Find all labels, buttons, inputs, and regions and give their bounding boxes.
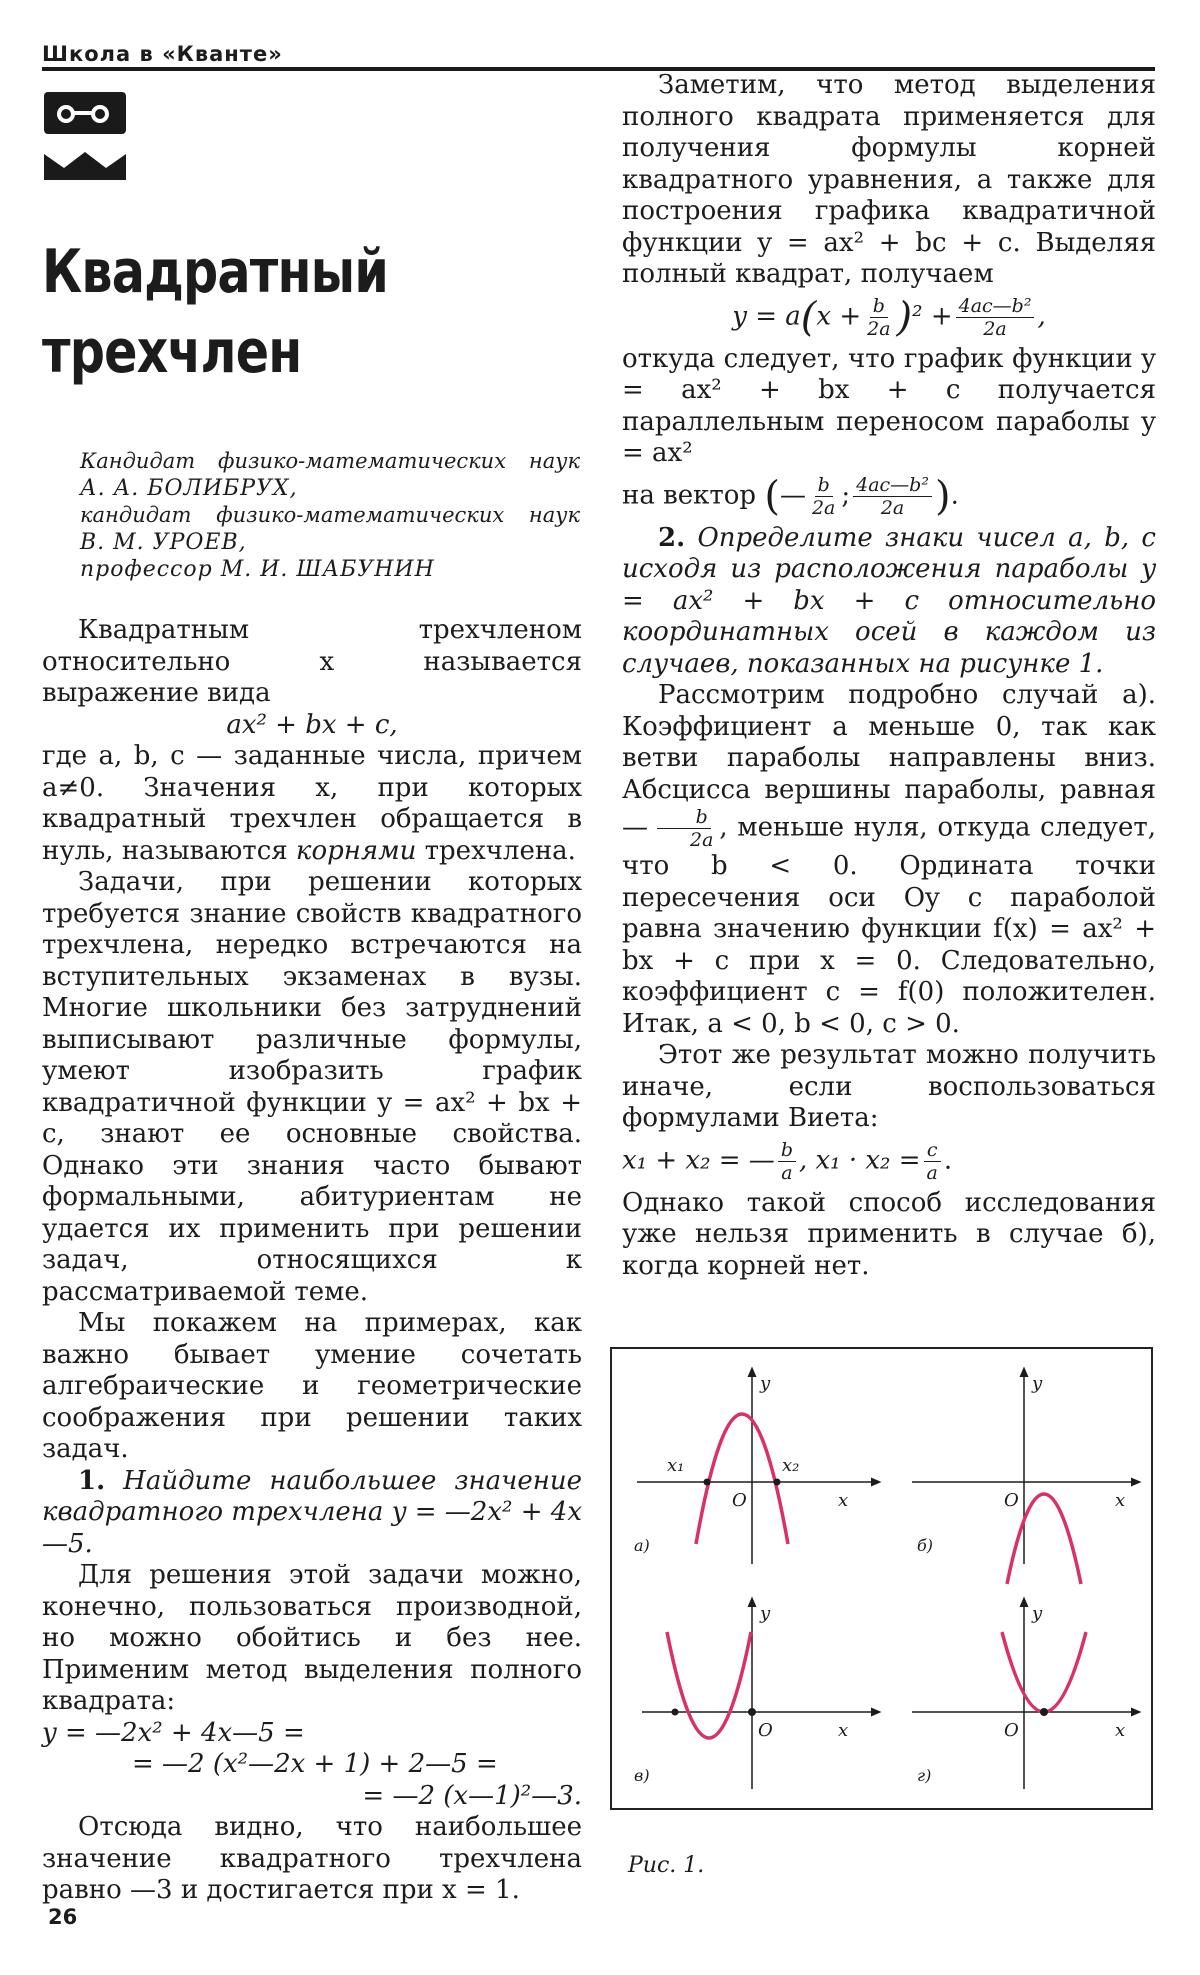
figure-1 bbox=[610, 1347, 1153, 1810]
origin-label: O bbox=[1004, 1490, 1019, 1511]
y-label: y bbox=[760, 1373, 771, 1394]
author-degree-1: Кандидат физико-математических наук bbox=[80, 449, 580, 473]
panel-label: б) bbox=[917, 1536, 934, 1555]
paragraph: где a, b, c — заданные числа, причем a≠0. Значения x, при которых квадратный трехчлен обращается в нуль, называются корнями трехчлена. bbox=[42, 741, 582, 866]
paragraph: Однако такой способ исследования уже нельзя применить в случае б), когда корней нет. bbox=[622, 1187, 1156, 1281]
authors-block bbox=[80, 448, 580, 583]
panel-a bbox=[634, 1371, 877, 1564]
paragraph: Для решения этой задачи можно, конечно, пользоваться производной, но можно обойтись и без нее. Применим метод выделения полного квадрата: bbox=[42, 1560, 582, 1716]
parabola-a bbox=[696, 1414, 788, 1544]
vertex-form-equation: y = a(x + $\frac{b}{2a}$ )² + $\frac{\text{4ac—b²}}{2a}$ , bbox=[732, 294, 1046, 340]
root-point bbox=[774, 1479, 781, 1486]
figure-caption: Рис. 1. bbox=[628, 1853, 705, 1878]
panel-c bbox=[634, 1601, 877, 1789]
page-number: 26 bbox=[48, 1905, 78, 1929]
origin-label: O bbox=[758, 1720, 773, 1741]
root-point bbox=[748, 1708, 756, 1716]
parabola-c bbox=[667, 1632, 751, 1738]
parabola-d bbox=[1002, 1632, 1086, 1712]
author-name-2: В. М. УРОЕВ, bbox=[80, 530, 247, 555]
title-line-1: Квадратный bbox=[42, 237, 388, 307]
y-label: y bbox=[1032, 1603, 1043, 1624]
panel-label: в) bbox=[634, 1766, 650, 1785]
right-column bbox=[622, 70, 1156, 1282]
panel-b bbox=[912, 1371, 1137, 1584]
equation-line-3: = —2 (x—1)²—3. bbox=[362, 1780, 582, 1811]
paragraph: Отсюда видно, что наибольшее значение квадратного трехчлена равно —3 и достигается при x = 1. bbox=[42, 1812, 582, 1905]
glasses-logo-icon bbox=[42, 92, 128, 182]
origin-label: O bbox=[732, 1490, 747, 1511]
x-label: x bbox=[1115, 1490, 1126, 1511]
y-label: y bbox=[760, 1603, 771, 1624]
panel-label: а) bbox=[634, 1536, 650, 1555]
root-point bbox=[704, 1479, 711, 1486]
paragraph: Задачи, при решении которых требуется знание свойств квадратного трехчлена, нередко встречаются на вступительных экзаменах в вузы. Многие школьники без затруднений выписывают различные формулы, умеют изобразить график квадратичной функции y = ax² + bx + c, знают ее основные свойства. Однако эти знания часто бывают формальными, абитуриентам не удается их применить при решении задач, относящихся к рассматриваемой теме. bbox=[42, 867, 582, 1307]
article-title bbox=[42, 232, 388, 392]
paragraph: Этот же результат можно получить иначе, если воспользоваться формулами Виета: bbox=[622, 1040, 1156, 1133]
root1-label: x₁ bbox=[667, 1455, 685, 1476]
vertex-point bbox=[1040, 1708, 1048, 1716]
equation-line-2: = —2 (x²—2x + 1) + 2—5 = bbox=[132, 1749, 498, 1779]
x-label: x bbox=[838, 1720, 849, 1741]
left-column bbox=[42, 615, 582, 1907]
paragraph: откуда следует, что график функции y = ax² + bx + c получается параллельным переносом параболы y = ax² bbox=[622, 343, 1156, 468]
x-label: x bbox=[1115, 1720, 1126, 1741]
paragraph: Квадратным трехчленом относительно x называется выражение вида bbox=[42, 615, 582, 708]
task-2: 2. Определите знаки чисел a, b, c исходя из расположения параболы y = ax² + bx + c относительно координатных осей в каждом из случаев, показанных на рисунке 1. bbox=[622, 522, 1156, 679]
vieta-formulas: x₁ + x₂ = — $\frac{b}{a}$ , x₁ · x₂ = $\frac{c}{a}$ . bbox=[622, 1138, 953, 1184]
paragraph: Рассмотрим подробно случай а). Коэффициент a меньше 0, так как ветви параболы направлены вниз. Абсцисса вершины параболы, равная — $\frac{b}{2a}$ , меньше нуля, откуда следует, что b < 0. Ордината точки пересечения оси Oy с параболой равна значению функции f(x) = ax² + bx + c при x = 0. Следовательно, коэффициент c = f(0) положителен. Итак, a < 0, b < 0, c > 0. bbox=[622, 680, 1156, 1039]
title-line-2: трехчлен bbox=[42, 317, 302, 387]
x-label: x bbox=[838, 1490, 849, 1511]
paragraph: Мы покажем на примерах, как важно бывает умение сочетать алгебраические и геометрические соображения при решении таких задач. bbox=[42, 1308, 582, 1464]
author-name-3: профессор М. И. ШАБУНИН bbox=[80, 557, 435, 582]
equation-line-1: y = —2x² + 4x—5 = bbox=[42, 1717, 305, 1748]
panel-d bbox=[912, 1601, 1137, 1789]
author-degree-2: кандидат физико-математических наук bbox=[80, 503, 580, 527]
y-label: y bbox=[1032, 1373, 1043, 1394]
section-header: Школа в «Кванте» bbox=[42, 42, 283, 66]
origin-label: O bbox=[1004, 1720, 1019, 1741]
panel-label: г) bbox=[917, 1766, 932, 1785]
shift-vector: на вектор (— $\frac{b}{2a}$ ; $\frac{\text{4ac—b²}}{2a}$ ). bbox=[622, 473, 959, 519]
formula-trinomial: ax² + bx + c, bbox=[226, 709, 398, 740]
task-1: 1. Найдите наибольшее значение квадратного трехчлена y = —2x² + 4x—5. bbox=[42, 1465, 582, 1559]
root-point bbox=[672, 1709, 679, 1716]
root2-label: x₂ bbox=[782, 1455, 800, 1476]
paragraph: Заметим, что метод выделения полного квадрата применяется для получения формулы корней квадратного уравнения, а также для построения графика квадратичной функции y = ax² + bc + c. Выделяя полный квадрат, получаем bbox=[622, 70, 1156, 289]
author-name-1: А. А. БОЛИБРУХ, bbox=[80, 476, 298, 501]
